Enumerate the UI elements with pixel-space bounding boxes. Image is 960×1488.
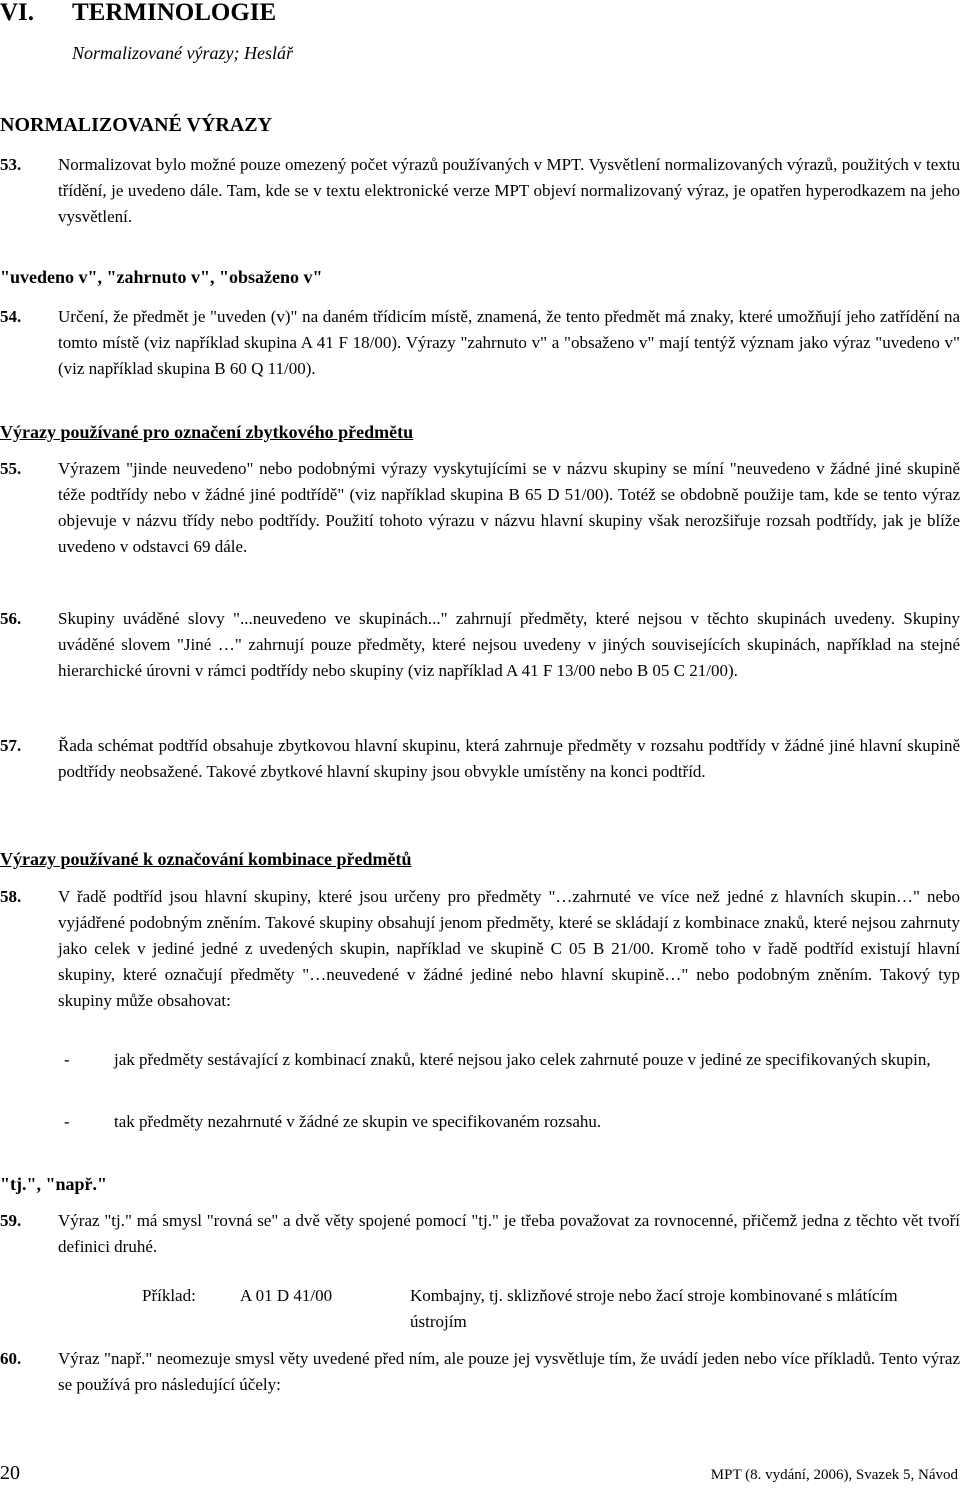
paragraph-54 — [0, 304, 960, 382]
section-heading: NORMALIZOVANÉ VÝRAZY — [0, 114, 273, 136]
paragraph-text: Výraz "např." neomezuje smysl věty uvedené před ním, ale pouze jej vysvětluje tím, že uvádí jeden nebo více příkladů. Tento výraz se používá pro následující účely: — [58, 1349, 960, 1394]
paragraph-number: 54. — [0, 307, 22, 326]
paragraph-text: Skupiny uváděné slovy "...neuvedeno ve skupinách..." zahrnují předměty, které nejsou v těchto skupinách uvedeny. Skupiny uváděné slovem "Jiné …" zahrnují pouze předměty, které nejsou uvedeny v jiných souvisejících skupinách, například na stejné hierarchické úrovni v rámci podtřídy nebo skupiny (viz například A 41 F 13/00 nebo B 05 C 21/00). — [58, 609, 960, 680]
paragraph-57 — [0, 733, 960, 785]
paragraph-text: V řadě podtříd jsou hlavní skupiny, které jsou určeny pro předměty "…zahrnuté ve více než jedné z hlavních skupin…" nebo vyjádřené podobným zněním. Takové skupiny obsahují jenom předměty, které se skládají z kombinace znaků, které nejsou zahrnuty jako celek v jediné jedné z uvedených skupin, například ve skupině C 05 B 21/00. Kromě toho v řadě podtříd existují hlavní skupiny, které označují předměty "…neuvedené v žádné jediné nebo hlavní skupině…" nebo podobným zněním. Takový typ skupiny může obsahovat: — [58, 887, 960, 1010]
bullet-text: tak předměty nezahrnuté v žádné ze skupin ve specifikovaném rozsahu. — [114, 1112, 602, 1131]
paragraph-text: Řada schémat podtříd obsahuje zbytkovou hlavní skupinu, která zahrnuje předměty v rozsahu podtřídy v žádné jiné hlavní skupině podtřídy neobsažené. Takové zbytkové hlavní skupiny jsou obvykle umístěny na konci podtříd. — [58, 736, 960, 781]
heading-zbytkovy: Výrazy používané pro označení zbytkového předmětu — [0, 422, 414, 442]
paragraph-number: 53. — [0, 155, 22, 174]
paragraph-text: Výrazem "jinde neuvedeno" nebo podobnými výrazy vyskytujícími se v názvu skupiny se míní "neuvedeno v žádné jiné skupině téže podtřídy nebo v žádné jiné podtřídě" (viz například skupina B 65 D 51/00). Totéž se obdobně použije tam, kde se tento výraz objevuje v názvu třídy nebo podtřídy. Použití tohoto výrazu v názvu hlavní skupiny však nerozšiřuje rozsah podtřídy, jak je blíže uvedeno v odstavci 69 dále. — [58, 459, 960, 556]
paragraph-55 — [0, 456, 960, 560]
paragraph-58 — [0, 884, 960, 1014]
paragraph-number: 60. — [0, 1349, 22, 1368]
paragraph-text: Normalizovat bylo možné pouze omezený počet výrazů používaných v MPT. Vysvětlení normalizovaných výrazů, použitých v textu třídění, je uvedeno dále. Tam, kde se v textu elektronické verze MPT objeví normalizovaný výraz, je opatřen hyperodkazem na jeho vysvětlení. — [58, 155, 960, 226]
heading-tj: "tj.", "např." — [0, 1174, 107, 1194]
heading-kombinace: Výrazy používané k označování kombinace předmětů — [0, 849, 412, 869]
paragraph-number: 57. — [0, 736, 22, 755]
paragraph-56 — [0, 606, 960, 684]
bullet-item — [58, 1109, 960, 1135]
chapter-title: TERMINOLOGIE — [72, 0, 277, 26]
chapter-heading — [0, 0, 276, 26]
footer-source: MPT (8. vydání, 2006), Svazek 5, Návod — [710, 1467, 958, 1483]
paragraph-text: Výraz "tj." má smysl "rovná se" a dvě věty spojené pomocí "tj." je třeba považovat za rovnocenné, přičemž jedna z těchto vět tvoří definici druhé. — [58, 1211, 960, 1256]
bullet-text: jak předměty sestávající z kombinací znaků, které nejsou jako celek zahrnuté pouze v jediné ze specifikovaných skupin, — [114, 1050, 931, 1069]
example-label: Příklad: — [142, 1286, 196, 1305]
example-code: A 01 D 41/00 — [240, 1286, 333, 1305]
chapter-number: VI. — [0, 0, 35, 26]
heading-uvedeno: "uvedeno v", "zahrnuto v", "obsaženo v" — [0, 267, 323, 287]
example-description: Kombajny, tj. sklizňové stroje nebo žací stroje kombinované s mlátícím ústrojím — [410, 1286, 898, 1331]
paragraph-53 — [0, 152, 960, 230]
paragraph-number: 56. — [0, 609, 22, 628]
paragraph-text: Určení, že předmět je "uveden (v)" na daném třídicím místě, znamená, že tento předmět má znaky, které umožňují jeho zatřídění na tomto místě (viz například skupina A 41 F 18/00). Výrazy "zahrnuto v" a "obsaženo v" mají tentýž význam jako výraz "uvedeno v" (viz například skupina B 60 Q 11/00). — [58, 307, 960, 378]
bullet-dash: - — [64, 1112, 70, 1131]
paragraph-number: 58. — [0, 887, 22, 906]
chapter-subtitle: Normalizované výrazy; Heslář — [72, 43, 293, 63]
paragraph-59 — [0, 1208, 960, 1260]
paragraph-number: 59. — [0, 1211, 22, 1230]
bullet-dash: - — [64, 1050, 70, 1069]
bullet-item — [58, 1047, 960, 1073]
paragraph-number: 55. — [0, 459, 22, 478]
page-number: 20 — [0, 1462, 20, 1484]
paragraph-60 — [0, 1346, 960, 1398]
